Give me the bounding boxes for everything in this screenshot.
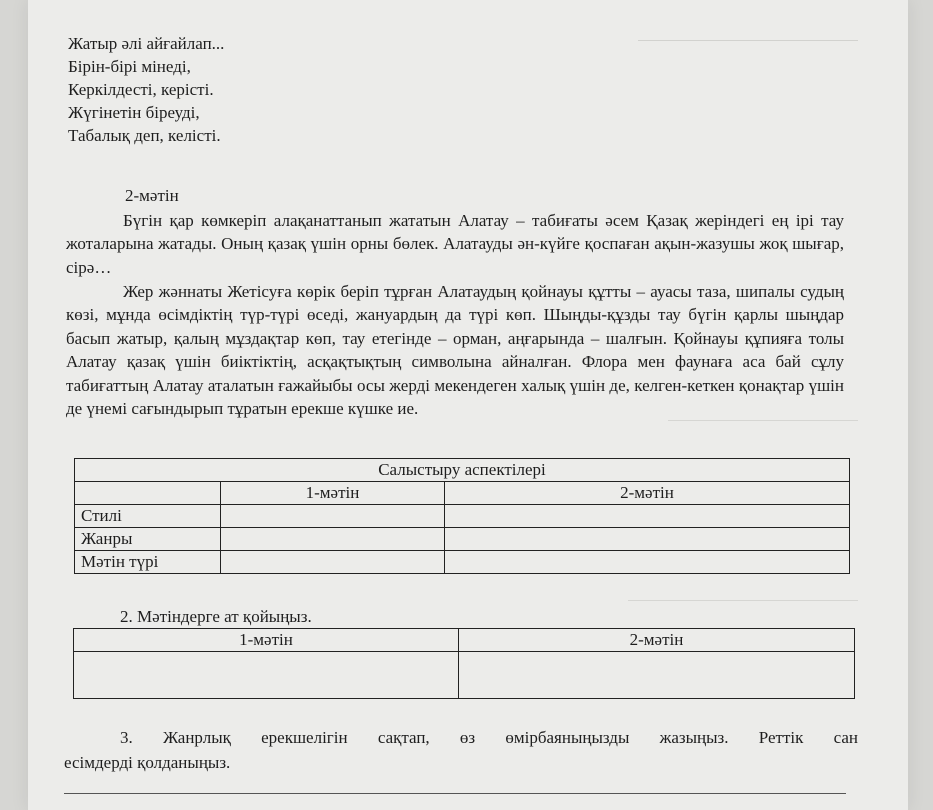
table-header-cell [75,482,221,505]
table-row [75,528,850,551]
row-label: Стилі [75,505,221,528]
poem-line: Жатыр әлі айғайлап... [68,34,225,53]
table-header-cell: 2-мәтін [459,629,855,652]
text2-paragraph-2 [66,280,844,420]
answer-cell[interactable] [74,652,459,699]
answer-cell[interactable] [459,652,855,699]
comparison-table [74,458,850,574]
task2-prompt: 2. Мәтіндерге ат қойыңыз. [120,607,312,626]
answer-cell[interactable] [221,505,445,528]
answer-cell[interactable] [445,551,850,574]
table-row [75,551,850,574]
task3-line-1: 3. Жанрлық ерекшелігін сақтап, өз өмірбаяныңызды жазыңыз. Реттік сан [120,728,858,747]
task3-line-2: есімдерді қолданыңыз. [64,753,231,772]
answer-line[interactable] [64,793,846,794]
paragraph-text: Бүгін қар көмкеріп алақанаттанып жататын Алатау – табиғаты әсем Қазақ жеріндегі ең ірі тау жоталарына жатады. Оның қазақ үшін орны бөлек. Алатауды ән-күйге қоспаған ақын-жазушы жоқ шығар, сірә… [66,211,844,277]
row-label: Жанры [75,528,221,551]
poem-line: Табалық деп, келісті. [68,126,221,145]
table-header-cell: 1-мәтін [221,482,445,505]
poem-line: Керкілдесті, керісті. [68,80,214,99]
bleed-mark [628,600,858,602]
answer-cell[interactable] [445,528,850,551]
table-row [75,505,850,528]
text2-paragraph-1 [66,209,844,279]
poem-line: Бірін-бірі мінеді, [68,57,191,76]
table-header-cell: 2-мәтін [445,482,850,505]
poem [68,32,224,147]
row-label: Мәтін түрі [75,551,221,574]
titles-table [73,628,855,699]
worksheet-page [28,0,908,810]
paragraph-text: Жер жәннаты Жетісуға көрік беріп тұрған Алатаудың қойнауы құтты – ауасы таза, шипалы судың көзі, мұнда өсімдіктің түр-түрі өседі, жануардың да түрі көп. Шыңды-құзды тау бүгін қарлы шыңдар басып жатыр, қалың мұздақтар көп, тау етегінде – орман, аңғарында – шалғын. Қойнауы құпияға толы Алатау қазақ үшін биіктіктің, асқақтықтың символына айналған. Флора мен фаунаға аса бай сұлу табиғаттың Алатау аталатын ғажайыбы осы жерді мекендеген халық үшін де, келген-кеткен қонақтар үшін де үнемі сағындырып тұратын ерекше күшке ие. [66,282,844,419]
answer-cell[interactable] [221,551,445,574]
poem-line: Жүгінетін біреуді, [68,103,200,122]
comparison-table-title: Салыстыру аспектілері [75,459,850,482]
table-header-cell: 1-мәтін [74,629,459,652]
text2-heading: 2-мәтін [125,186,179,205]
bleed-mark [638,40,858,42]
answer-cell[interactable] [445,505,850,528]
answer-cell[interactable] [221,528,445,551]
